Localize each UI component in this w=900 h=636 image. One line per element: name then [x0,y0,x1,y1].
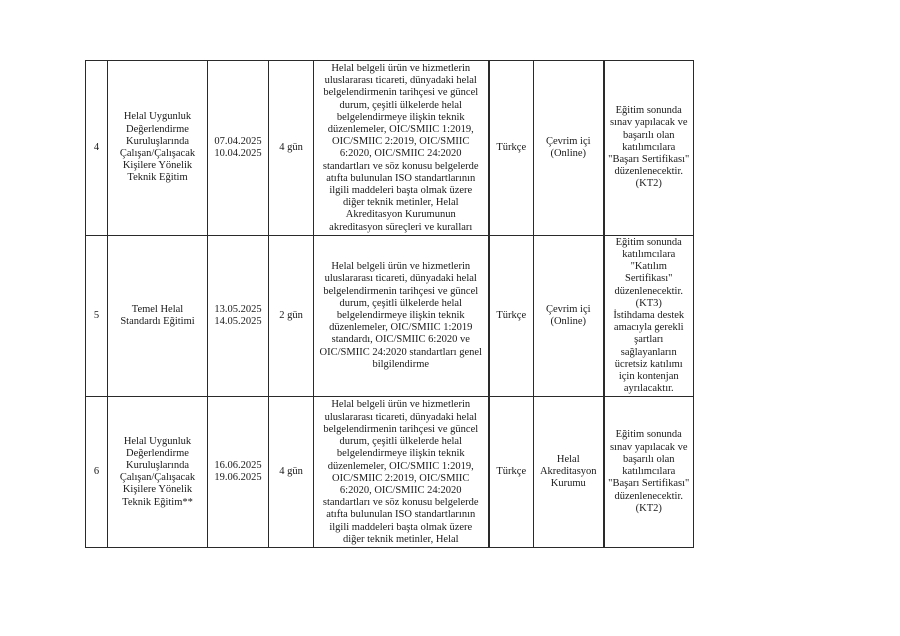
training-venue: Helal Akreditasyon Kurumu [534,397,604,547]
training-topic: Helal belgeli ürün ve hizmetlerin uluslararası ticareti, dünyadaki helal belgelendirmenin tarihçesi ve güncel durum, çeşitli ülkelerde helal belgelendirmeye ilişkin teknik düzenlemeler, OIC/SMIIC 1:2019 standardı, OIC/SMIIC 6:2020 ve OIC/SMIIC 24:2020 standartları genel bilgilendirme [314,235,489,397]
training-dates: 13.05.2025 14.05.2025 [208,235,269,397]
training-duration: 2 gün [269,235,314,397]
training-language: Türkçe [489,397,534,547]
row-number: 5 [86,235,108,397]
training-dates: 16.06.2025 19.06.2025 [208,397,269,547]
training-topic: Helal belgeli ürün ve hizmetlerin uluslararası ticareti, dünyadaki helal belgelendirmenin tarihçesi ve güncel durum, çeşitli ülkelerde helal belgelendirmeye ilişkin teknik düzenlemeler, OIC/SMIIC 1:2019, OIC/SMIIC 2:2019, OIC/SMIIC 6:2020, OIC/SMIIC 24:2020 standartları ve söz konusu belgelerde atıfta bulunulan ISO standartlarının ilgili maddeleri başta olmak üzere diğer teknik metinler, Helal Akreditasyon Kurumunun akreditasyon süreçleri ve kuralları [314,61,489,236]
training-duration: 4 gün [269,61,314,236]
table-row [86,61,694,236]
training-name: Helal Uygunluk Değerlendirme Kuruluşlarında Çalışan/Çalışacak Kişilere Yönelik Teknik Eğitim** [108,397,208,547]
training-venue: Çevrim içi (Online) [534,235,604,397]
training-table [85,60,694,548]
training-language: Türkçe [489,61,534,236]
training-name: Helal Uygunluk Değerlendirme Kuruluşlarında Çalışan/Çalışacak Kişilere Yönelik Teknik Eğitim [108,61,208,236]
training-name: Temel Helal Standardı Eğitimi [108,235,208,397]
training-dates: 07.04.2025 10.04.2025 [208,61,269,236]
training-certificate: Eğitim sonunda katılımcılara "Katılım Sertifikası" düzenlenecektir. (KT3) İstihdama destek amacıyla gerekli şartları sağlayanların ücretsiz katılımı için kontenjan ayrılacaktır. [604,235,694,397]
training-topic: Helal belgeli ürün ve hizmetlerin uluslararası ticareti, dünyadaki helal belgelendirmenin tarihçesi ve güncel durum, çeşitli ülkelerde helal belgelendirmeye ilişkin teknik düzenlemeler, OIC/SMIIC 1:2019, OIC/SMIIC 2:2019, OIC/SMIIC 6:2020, OIC/SMIIC 24:2020 standartları ve söz konusu belgelerde atıfta bulunulan ISO standartlarının ilgili maddeleri başta olmak üzere diğer teknik metinler, Helal [314,397,489,547]
training-certificate: Eğitim sonunda sınav yapılacak ve başarılı olan katılımcılara "Başarı Sertifikası" düzenlenecektir. (KT2) [604,397,694,547]
table-row [86,397,694,547]
row-number: 4 [86,61,108,236]
training-duration: 4 gün [269,397,314,547]
training-language: Türkçe [489,235,534,397]
training-venue: Çevrim içi (Online) [534,61,604,236]
training-certificate: Eğitim sonunda sınav yapılacak ve başarılı olan katılımcılara "Başarı Sertifikası" düzenlenecektir. (KT2) [604,61,694,236]
table-row [86,235,694,397]
row-number: 6 [86,397,108,547]
